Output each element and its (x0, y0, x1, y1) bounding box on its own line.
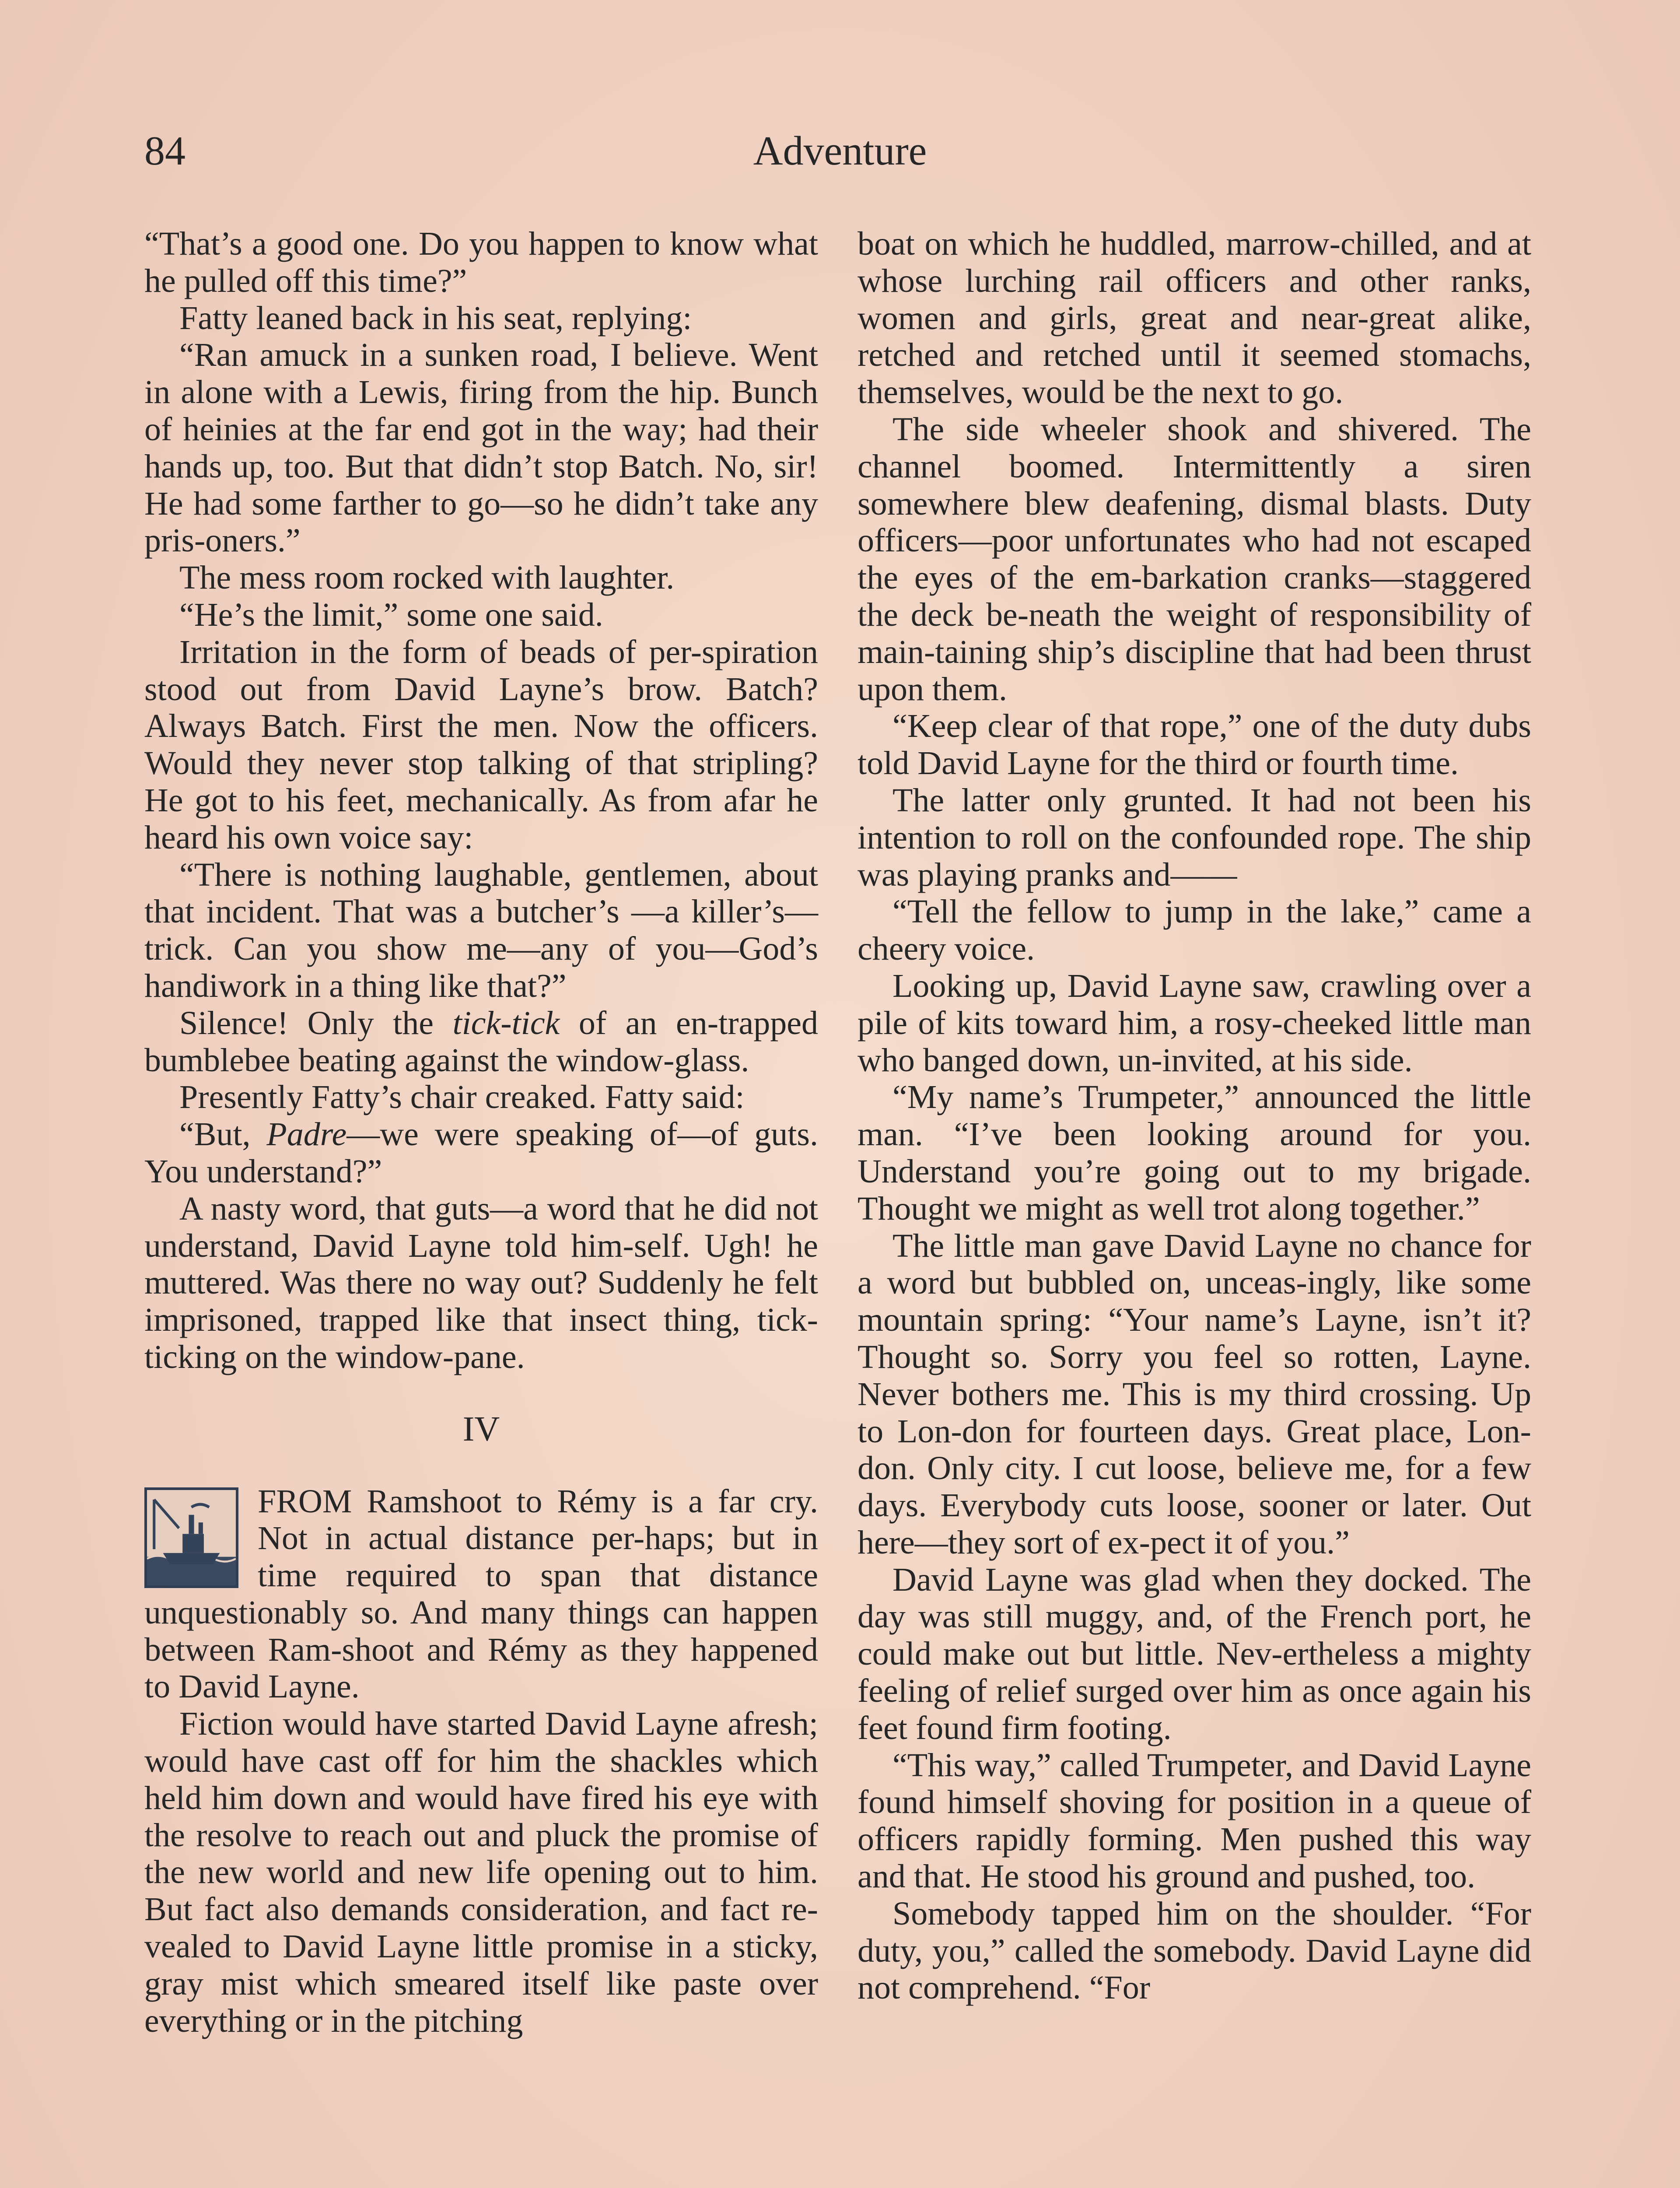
paragraph: “My name’s Trumpeter,” announced the little man. “I’ve been looking around for you. Understand you’re going out to my brigade. Thought we might as well trot along together.” (858, 1079, 1531, 1227)
emphasis: Padre (266, 1116, 347, 1153)
paragraph (144, 1005, 818, 1079)
page-number: 84 (144, 128, 186, 174)
paragraph: David Layne was glad when they docked. The day was still muggy, and, of the French port, he could make out but little. Nev-ertheless a mighty feeling of relief surged over him as once again his feet found firm footing. (858, 1561, 1531, 1746)
section-heading: IV (462, 1410, 500, 1448)
left-column (144, 225, 818, 2039)
paragraph: Looking up, David Layne saw, crawling over a pile of kits toward him, a rosy-cheeked little man who banged down, un-invited, at his side. (858, 967, 1531, 1079)
text: —we were speaking of—of guts. You understand?” (144, 1116, 818, 1190)
text: “But, (179, 1116, 267, 1153)
paragraph: The latter only grunted. It had not been his intention to roll on the confounded rope. The ship was playing pranks and—— (858, 782, 1531, 893)
right-column (858, 225, 1531, 2006)
paragraph (144, 1116, 818, 1190)
paragraph: Fiction would have started David Layne afresh; would have cast off for him the shackles which held him down and would have fired his eye with the resolve to reach out and pluck the promise of the new world and new life opening out to him. But fact also demands consideration, and fact re-vealed to David Layne little promise in a sticky, gray mist which smeared itself like paste over everything or in the pitching (144, 1705, 818, 2039)
paragraph: Somebody tapped him on the shoulder. “For duty, you,” called the somebody. David Layne did not comprehend. “For (858, 1895, 1531, 2006)
running-title: Adventure (753, 128, 927, 174)
paragraph: A nasty word, that guts—a word that he did not understand, David Layne told him-self. Ugh! he muttered. Was there no way out? Suddenly he felt imprisoned, trapped like that insect thing, tick-ticking on the window-pane. (144, 1190, 818, 1375)
paragraph: The side wheeler shook and shivered. The channel boomed. Intermittently a siren somewhere blew deafening, dismal blasts. Duty officers—poor unfortunates who had not escaped the eyes of the em-barkation cranks—staggered the deck be-neath the weight of responsibility of main-taining ship’s discipline that had been thrust upon them. (858, 410, 1531, 708)
text: FROM Ramshoot to Rémy is a far cry. Not in actual distance per-haps; but in time required to span that distance unquestionably so. And many things can happen between Ram-shoot and Rémy as they happened to David Layne. (144, 1483, 818, 1705)
paragraph: Fatty leaned back in his seat, replying: (179, 299, 692, 337)
paragraph: The little man gave David Layne no chance for a word but bubbled on, unceas-ingly, like some mountain spring: “Your name’s Layne, isn’t it? Thought so. Sorry you feel so rotten, Layne. Never bothers me. This is my third crossing. Up to Lon-don for fourteen days. Great place, Lon-don. Only city. I cut loose, believe me, for a few days. Everybody cuts loose, sooner or later. Out here—they sort of ex-pect it of you.” (858, 1227, 1531, 1561)
paragraph: “Keep clear of that rope,” one of the duty dubs told David Layne for the third or fourth time. (858, 708, 1531, 782)
text: Silence! Only the (179, 1004, 453, 1041)
paragraph: “He’s the limit,” some one said. (179, 596, 603, 633)
paragraph: “Tell the fellow to jump in the lake,” came a cheery voice. (858, 893, 1531, 968)
paragraph: The mess room rocked with laughter. (179, 559, 675, 596)
paragraph: “There is nothing laughable, gentlemen, about that incident. That was a butcher’s —a killer’s—trick. Can you show me—any of you—God’s handiwork in a thing like that?” (144, 856, 818, 1004)
paragraph: “That’s a good one. Do you happen to know what he pulled off this time?” (144, 225, 818, 299)
paragraph: Presently Fatty’s chair creaked. Fatty said: (179, 1079, 745, 1116)
paragraph: boat on which he huddled, marrow-chilled, and at whose lurching rail officers and other ranks, women and girls, great and near-great alike, retched and retched until it seemed stomachs, themselves, would be the next to go. (858, 225, 1531, 411)
paragraph (144, 1483, 818, 1706)
paragraph: “Ran amuck in a sunken road, I believe. Went in alone with a Lewis, firing from the hip. Bunch of heinies at the far end got in the way; had their hands up, too. But that didn’t stop Batch. No, sir! He had some farther to go—so he didn’t take any pris-oners.” (144, 337, 818, 559)
paragraph: Irritation in the form of beads of per-spiration stood out from David Layne’s brow. Batch? Always Batch. First the men. Now the officers. Would they never stop talking of that stripling? He got to his feet, mechanically. As from afar he heard his own voice say: (144, 633, 818, 856)
paragraph: “This way,” called Trumpeter, and David Layne found himself shoving for position in a queue of officers rapidly forming. Men pushed this way and that. He stood his ground and pushed, too. (858, 1746, 1531, 1895)
text: of an en-trapped bumblebee beating against the window-glass. (144, 1004, 818, 1079)
ship-vignette-icon (144, 1487, 238, 1588)
emphasis: tick-tick (452, 1004, 560, 1041)
